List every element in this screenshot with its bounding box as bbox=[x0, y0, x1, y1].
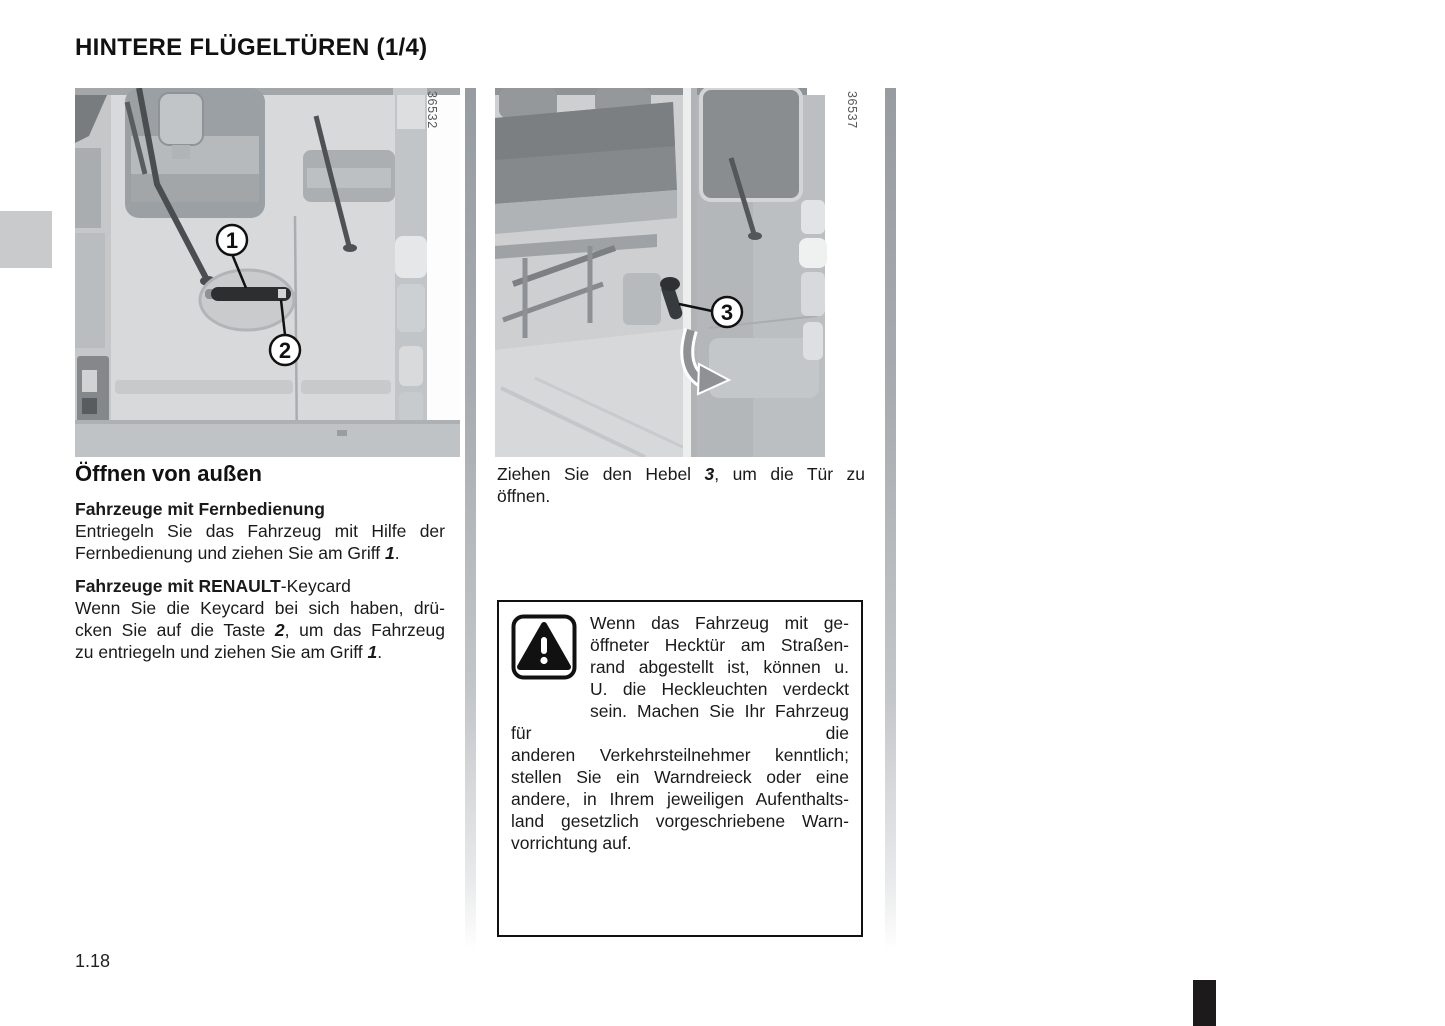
warning-text: Wenn das Fahrzeug mit ge- öffneter Hecktür am Straßen- rand abgestellt ist, können u. U. die Heckleuchten verdeckt sein. Machen Sie Ihr Fahrzeug für die anderen Verkehrsteilnehmer kenntlich; stellen Sie ein Warndreieck oder eine andere, in Ihrem jeweiligen Aufenthalts- land gesetzlich vorgeschriebene Warn- vorrichtung auf. bbox=[511, 613, 849, 853]
warning-triangle-icon bbox=[511, 614, 577, 680]
page-number: 1.18 bbox=[75, 951, 111, 971]
svg-text:3: 3 bbox=[720, 300, 734, 325]
chapter-corner-marker bbox=[1193, 980, 1216, 1026]
door-handle bbox=[200, 270, 294, 330]
chapter-edge-tab bbox=[0, 211, 52, 268]
figure-rear-door-inside bbox=[495, 88, 880, 457]
column-divider-bar bbox=[465, 88, 476, 950]
column-divider-bar bbox=[885, 88, 896, 950]
right-text-column bbox=[497, 463, 865, 518]
left-text-column bbox=[75, 461, 445, 674]
paragraph-keycard: Fahrzeuge mit RENAULT-Keycard Wenn Sie die Keycard bei sich haben, drü- cken Sie auf die Taste 2, um das Fahrzeug zu entriegeln und ziehen Sie am Griff 1. bbox=[75, 576, 446, 662]
figure-ref-number: 36537 bbox=[845, 91, 859, 129]
svg-text:2: 2 bbox=[278, 338, 292, 363]
van-rear-exterior-illustration bbox=[75, 88, 460, 457]
figure-rear-doors-outside bbox=[75, 88, 460, 457]
section-heading: Öffnen von außen bbox=[75, 461, 262, 486]
page-title: HINTERE FLÜGELTÜREN (1/4) bbox=[75, 34, 428, 61]
svg-text:1: 1 bbox=[225, 228, 239, 253]
figure-ref-number: 36532 bbox=[425, 91, 439, 129]
van-rear-interior-illustration bbox=[495, 88, 880, 457]
warning-box bbox=[497, 600, 863, 937]
headrest bbox=[159, 93, 203, 145]
paragraph-lever: Ziehen Sie den Hebel 3, um die Tür zu öffnen. bbox=[497, 464, 866, 506]
paragraph-remote-control: Fahrzeuge mit Fernbedienung Entriegeln Sie das Fahrzeug mit Hilfe der Fernbedienung und ziehen Sie am Griff 1. bbox=[75, 499, 445, 563]
